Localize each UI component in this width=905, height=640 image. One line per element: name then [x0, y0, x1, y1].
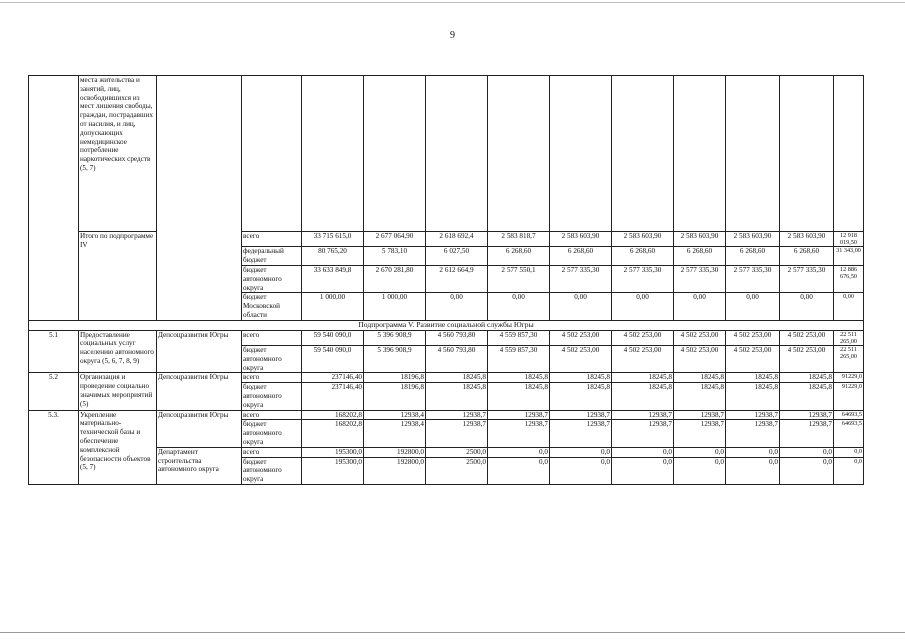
scan-edge-top: [0, 2, 905, 3]
item-5-2-row-regional: бюджет автономного округа 237146,40 18196,8 18245,8 18245,8 18245,8 18245,8 18245,8 18245,8 18245,8 91229,0: [243, 383, 862, 409]
itogo-label: Итого по подпрограмме IV: [79, 232, 157, 321]
item-5-3-row-total-b: Департамент строительства автономного округа всего 195300,0 192800,0 2500,0 0,0 0,0 0,0 0,0 0,0 0,0 0,0: [29, 447, 864, 457]
item-5-3-row-total-a: 5.3. Укрепление материально-технической базы и обеспечение комплексной безопасности объектов (5, 7) Депсоцразвития Югры всего 168202,8 12938,4 12938,7 12938,7 12938,7 12938,7 12938,7 12938,7 12938,7 64693,5: [29, 410, 864, 420]
scan-edge-bottom: [0, 632, 905, 633]
section-title: Подпрограмма V. Развитие социальной службы Югры: [29, 320, 864, 330]
itogo-row-moscow: бюджет Московской области 1 000,00 1 000,00 0,00 0,00 0,00 0,00 0,00 0,00 0,00 0,00: [29, 293, 864, 320]
item-5-1-row-regional: бюджет автономного округа 59 540 090,0 5 396 908,9 4 560 793,80 4 559 857,30 4 502 253,00 4 502 253,00 4 502 253,00 4 502 253,00 4 502 253,00 22 511 265,00: [29, 345, 864, 372]
item-executor: Депсоцразвития Югры: [157, 373, 242, 410]
item-name: Предоставление социальных услуг населению автономного округа (5, 6, 7, 8, 9): [79, 330, 157, 373]
item-5-2-row-total: 5.2 Организация и проведение социально значимых мероприятий (5) Депсоцразвития Югры всего 237146,40 18196,8 18245,8 18245,8 18245,8 18245,8 18245,8 18245,8 18245,8 91229,0: [29, 373, 864, 383]
item-name: Организация и проведение социально значимых мероприятий (5): [79, 373, 157, 410]
item-executor: Депсоцразвития Югры: [157, 330, 242, 373]
item-5-3-row-regional-b: бюджет автономного округа 195300,0 192800,0 2500,0 0,0 0,0 0,0 0,0 0,0 0,0 0,0: [243, 457, 862, 484]
itogo-row-regional: бюджет автономного округа 33 633 849,8 2 670 281,80 2 612 664,9 2 577 550,1 2 577 335,30 2 577 335,30 2 577 335,30 2 577 335,30 2 577 335,30 12 886 676,50: [29, 266, 864, 293]
program-table: [28, 75, 864, 485]
item-executor: Депсоцразвития Югры: [157, 410, 242, 447]
continued-row: [29, 76, 864, 232]
item-5-1-row-total: 5.1 Предоставление социальных услуг населению автономного округа (5, 6, 7, 8, 9) Депсоцразвития Югры всего 59 540 090,0 5 396 908,9 4 560 793,80 4 559 857,30 4 502 253,00 4 502 253,00 4 502 253,00 4 502 253,00 4 502 253,00 22 511 265,00: [29, 330, 864, 345]
section-row: [29, 320, 864, 330]
item-name: Укрепление материально-технической базы и обеспечение комплексной безопасности объектов (5, 7): [79, 410, 157, 484]
itogo-row-total: Итого по подпрограмме IV всего 33 715 615,0 2 677 064,90 2 618 692,4 2 583 818,7 2 583 603,90 2 583 603,90 2 583 603,90 2 583 603,90 2 583 603,90 12 918 019,50: [29, 232, 864, 247]
itogo-row-federal: федеральный бюджет 80 765,20 5 783,10 6 027,50 6 268,60 6 268,60 6 268,60 6 268,60 6 268,60 6 268,60 31 343,00: [29, 247, 864, 266]
page-number: 9: [450, 30, 455, 41]
item-5-3-row-regional-a: бюджет автономного округа 168202,8 12938,4 12938,7 12938,7 12938,7 12938,7 12938,7 12938,7 12938,7 64693,5: [243, 420, 862, 446]
item-number: 5.2: [29, 373, 79, 410]
item-number: 5.1: [29, 330, 79, 373]
continued-item-name: места жительства и занятий, лиц, освободившихся из мест лишения свободы, граждан, пострадавших от насилия, и лиц, допускающих немедицинское потребление наркотических средств (5, 7): [79, 76, 157, 232]
item-number: 5.3.: [29, 410, 79, 484]
item-executor: Департамент строительства автономного округа: [157, 447, 242, 484]
